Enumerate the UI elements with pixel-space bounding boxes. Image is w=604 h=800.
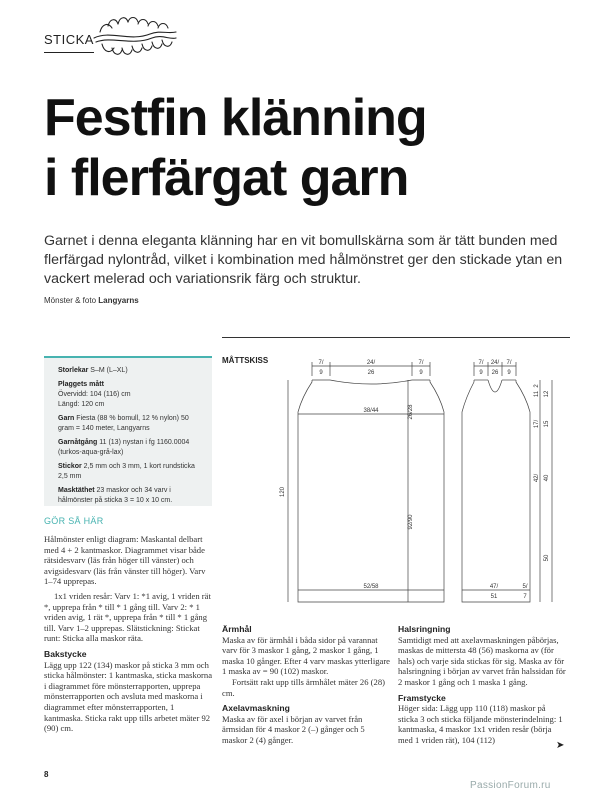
armhole-heading: Ärmhål — [222, 624, 252, 634]
sketch-label: 7/ — [318, 360, 324, 366]
facts-needles — [58, 462, 206, 482]
gauge-label: Masktäthet — [58, 487, 95, 494]
sizes-value: S–M (L–XL) — [88, 367, 128, 374]
sketch-label: 15 — [544, 420, 550, 428]
sketch-label: 24/ — [366, 360, 376, 366]
instructions-heading: GÖR SÅ HÄR — [44, 516, 104, 526]
yarn-label: Garn — [58, 415, 75, 422]
section-label: STICKA — [44, 32, 94, 47]
sketch-label: 9 — [319, 370, 323, 376]
yarn-value: Fiesta (88 % bomull, 12 % nylon) 50 gram = 140 meter, Langyarns — [58, 415, 189, 432]
sketch-label: 7/ — [506, 360, 512, 366]
armhole-paragraph: Maska av för ärmhål i båda sidor på varannat varv för 3 maskor 1 gång, 2 maskor 1 gång, 1 maska 10 gånger. Efter 4 varv maskas ytterligare 1 maska av = 90 (102) maskor. — [222, 634, 390, 677]
section-rule — [44, 52, 94, 53]
sketch-label: 50 — [544, 554, 550, 562]
instructions-column-1 — [44, 534, 212, 734]
sketch-heading: MÅTTSKISS — [222, 356, 269, 365]
instructions-column-3 — [398, 624, 566, 746]
facts-yarn-amount — [58, 438, 206, 458]
shoulder-paragraph: Maska av för axel i början av varvet från ärmsidan för 4 maskor 2 (–) gånger och 5 maskor 2 (4) gånger. — [222, 713, 365, 745]
facts-gauge — [58, 486, 206, 506]
front-piece-heading: Framstycke — [398, 692, 446, 703]
yarn-amount-label: Garnåtgång — [58, 439, 98, 446]
sketch-label: 40 — [544, 474, 550, 482]
sketch-label: 26 — [367, 370, 375, 376]
needles-value: 2,5 mm och 3 mm, 1 kort rundsticka 2,5 mm — [58, 463, 195, 480]
sketch-label: 9 — [479, 370, 483, 376]
back-piece-paragraph: Lägg upp 122 (134) maskor på sticka 3 mm och sticka hålmönster: 1 kantmaska, sticka maskorna i diagrammet före mönsterrapporten, upprepa mönsterrapporten och avsluta med maskorna i diagrammet efter mönsterrapporten, 1 kantmaska. Sticka rakt upp tills arbetet mäter 92 (90) cm. — [44, 659, 213, 734]
sketch-label: 92/90 — [408, 514, 414, 530]
neckline-paragraph: Samtidigt med att axelavmaskningen påbörjas, maskas de mittersta 48 (56) maskorna av (för hals) och varje sida stickas för sig. Maska av för halsringning i början av varvet från halssidan för 2 maskor 1 gång och 1 maska 1 gång. — [398, 634, 566, 687]
ribbing-paragraph: 1x1 vriden resår: Varv 1: *1 avig, 1 vriden rät *, upprepa från * till * 1 gång till. Varv 2: * 1 vriden avig, 1 rät *, upprepa från * till * 1 gång till. Varv 1–2 upprepas. Slätstickning: Stickat runt: Sticka alla maskor räta. — [44, 590, 211, 644]
armhole-paragraph-2: Fortsätt rakt upp tills ärmhålet mäter 26 (28) cm. — [222, 676, 385, 698]
sketch-label: 26/28 — [408, 404, 414, 420]
sketch-label: 9 — [419, 370, 423, 376]
credit-name: Langyarns — [98, 296, 139, 305]
facts-yarn — [58, 414, 206, 434]
article-title-line-2: i flerfärgat garn — [44, 149, 409, 207]
sketch-label: 12 — [544, 390, 550, 398]
sketch-label: 9 — [507, 370, 511, 376]
sketch-label: 7 — [523, 594, 527, 600]
sketch-label: 51 — [490, 594, 498, 600]
credit-line — [44, 296, 139, 305]
sketch-label: 7/ — [418, 360, 424, 366]
pattern-paragraph: Hålmönster enligt diagram: Maskantal delbart med 4 + 2 kantmaskor. Diagrammet visar både rätsidesvarv (läs från höger till vänster) och avigsidesvarv (läs från vänster till höger). Varv 1–74 upprepas. — [44, 534, 206, 587]
sketch-label: 2 — [534, 384, 540, 388]
sketch-label: 11 — [534, 390, 540, 398]
sketch-label: 42/ — [534, 473, 540, 483]
sketch-label: 47/ — [489, 584, 499, 590]
sketch-label: 17/ — [534, 419, 540, 429]
measurement-sketch — [222, 352, 572, 614]
gauge-value: 23 maskor och 34 varv i hålmönster på sticka 3 = 10 x 10 cm. — [58, 487, 173, 504]
divider-rule — [222, 337, 570, 338]
sketch-label: 5/ — [522, 584, 528, 590]
measurements-line-1: Övervidd: 104 (116) cm — [58, 391, 131, 398]
credit-prefix: Mönster & foto — [44, 296, 99, 305]
front-piece-paragraph: Höger sida: Lägg upp 110 (118) maskor på sticka 3 och sticka följande mönsterindelning: 1 kantmaska, 4 maskor 1x1 vriden resår (börja med 1 vriden rät), 104 (112) — [398, 703, 563, 745]
measurements-label: Plaggets mått — [58, 381, 104, 388]
measurements-line-2: Längd: 120 cm — [58, 401, 105, 408]
neckline-heading: Halsringning — [398, 624, 451, 634]
page-number: 8 — [44, 770, 49, 779]
back-piece-heading: Bakstycke — [44, 648, 87, 659]
instructions-column-2 — [222, 624, 390, 746]
sketch-label: 7/ — [478, 360, 484, 366]
yarn-skein-illustration — [90, 12, 180, 62]
facts-measurements — [58, 380, 206, 410]
sketch-label: 120 — [280, 486, 286, 498]
continue-arrow: ➤ — [556, 740, 565, 751]
shoulder-heading: Axelavmaskning — [222, 703, 290, 714]
article-title-line-1: Festfin klänning — [44, 89, 427, 147]
sizes-label: Storlekar — [58, 367, 89, 374]
sketch-label: 26 — [491, 370, 499, 376]
sketch-label: 24/ — [490, 360, 500, 366]
yarn-amount-value: 11 (13) nystan i fg 1160.0004 (turkos-aqua-grå-lax) — [58, 439, 190, 456]
watermark: PassionForum.ru — [470, 780, 551, 791]
needles-label: Stickor — [58, 463, 82, 470]
facts-box — [44, 356, 212, 506]
sketch-label: 52/58 — [363, 584, 379, 590]
sketch-label: 38/44 — [363, 408, 379, 414]
facts-sizes — [58, 366, 206, 376]
intro-paragraph: Garnet i denna eleganta klänning har en vit bomullskärna som är tätt bunden med flerfärgad nylontråd, vilket i kombination med hålmönstret ger den stickade ytan en vackert melerad och variationsrik färg och struktur. — [44, 233, 563, 287]
